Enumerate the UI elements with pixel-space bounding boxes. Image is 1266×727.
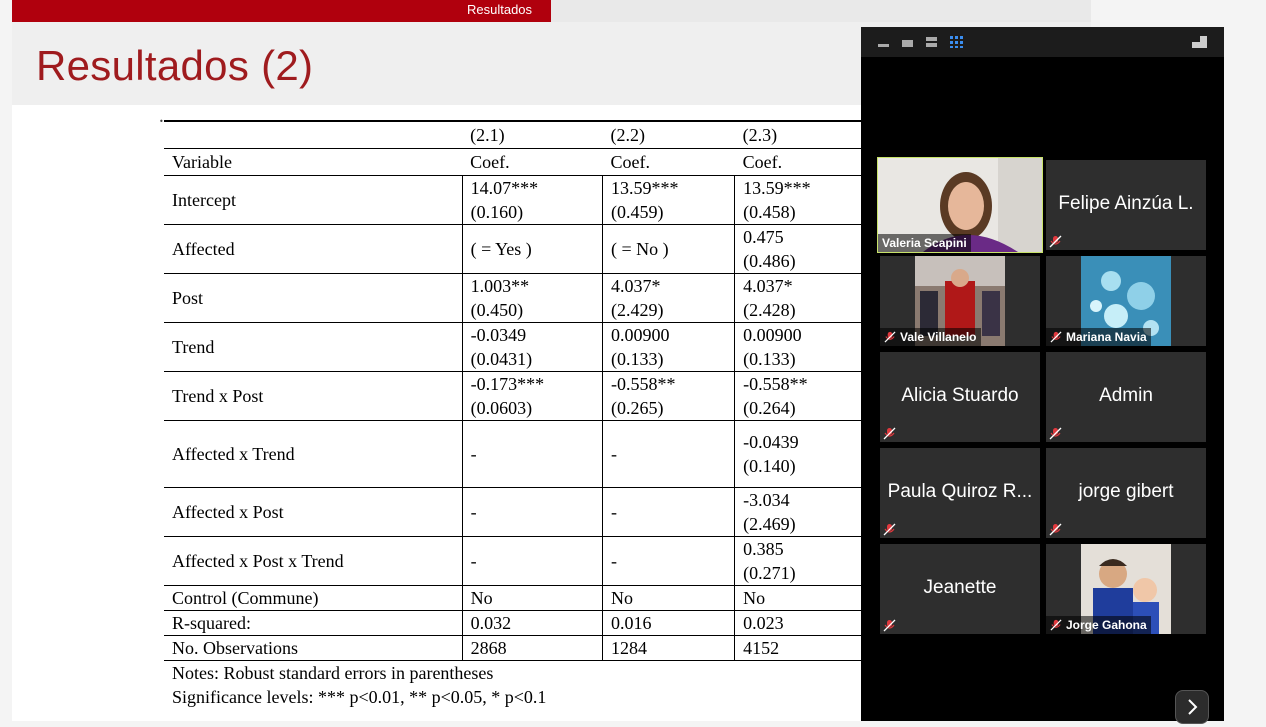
coef-cell: [462, 537, 602, 586]
variable-header: Variable: [164, 149, 462, 176]
cell-value: -0.558**: [610, 374, 676, 394]
cell-value: 13.59***: [743, 178, 811, 198]
participant-name-label: [880, 328, 981, 346]
cell-value: 0.475: [743, 227, 784, 247]
table-row: [164, 421, 874, 488]
table-row: [164, 176, 874, 225]
cell-value: 14.07***: [470, 178, 539, 198]
stat-value: 2868: [462, 636, 602, 661]
cell-value: (0.0431): [470, 349, 533, 369]
cell-value: 0.00900: [610, 325, 670, 345]
regression-table: [164, 120, 874, 709]
coef-cell: [602, 537, 734, 586]
cell-value: (0.486): [743, 251, 796, 271]
muted-mic-icon: [883, 427, 896, 440]
cell-value: -0.0349: [470, 325, 527, 345]
muted-mic-icon: [1050, 619, 1062, 631]
panel-toolbar: [861, 27, 1224, 57]
participant-tile[interactable]: [878, 158, 1042, 252]
table-row: [164, 274, 874, 323]
table-body: [164, 176, 874, 586]
muted-mic-icon: [1049, 235, 1062, 248]
stat-label: R-squared:: [164, 611, 462, 636]
row-label: Trend x Post: [164, 372, 462, 421]
muted-mic-icon: [884, 331, 896, 343]
gallery-view-icon[interactable]: [950, 36, 963, 48]
coef-cell: [735, 537, 874, 586]
cell-value: -: [470, 444, 477, 464]
participant-name: Alicia Stuardo: [901, 385, 1019, 406]
stat-value: 0.023: [735, 611, 874, 636]
coef-cell: [462, 372, 602, 421]
cell-value: (2.469): [743, 514, 796, 534]
cell-value: ( = No ): [610, 239, 669, 259]
stat-label: No. Observations: [164, 636, 462, 661]
speaker-view-icon[interactable]: [926, 36, 938, 48]
participant-name: jorge gibert: [1078, 481, 1174, 502]
coef-cell: [462, 421, 602, 488]
coef-cell: [462, 323, 602, 372]
stat-value: 4152: [735, 636, 874, 661]
col-number-1: (2.1): [462, 121, 602, 149]
participant-tile[interactable]: [1046, 352, 1206, 442]
minimize-icon[interactable]: [878, 36, 890, 48]
participant-name: Felipe Ainzúa L.: [1058, 193, 1194, 214]
coef-cell: [602, 274, 734, 323]
coef-cell: [602, 225, 734, 274]
row-label: Affected x Post x Trend: [164, 537, 462, 586]
cell-value: -: [470, 551, 477, 571]
row-label: Trend: [164, 323, 462, 372]
cell-value: -3.034: [743, 490, 790, 510]
cell-value: (0.459): [610, 202, 664, 222]
participant-tile[interactable]: [1046, 160, 1206, 250]
cell-value: 4.037*: [743, 276, 793, 296]
note-line: Notes: Robust standard errors in parentheses: [172, 663, 494, 683]
table-row: [164, 225, 874, 274]
cell-value: (0.265): [610, 398, 664, 418]
cell-value: (2.428): [743, 300, 796, 320]
stat-row: [164, 611, 874, 636]
cell-value: (0.0603): [470, 398, 533, 418]
muted-mic-icon: [1049, 523, 1062, 536]
cell-value: (0.271): [743, 563, 796, 583]
cell-value: 1.003**: [470, 276, 530, 296]
stat-value: 0.016: [602, 611, 734, 636]
muted-mic-icon: [883, 619, 896, 632]
cell-value: (2.429): [610, 300, 664, 320]
exit-fullscreen-icon[interactable]: [1192, 36, 1207, 48]
meeting-gallery-panel: [861, 27, 1224, 721]
stat-row: [164, 586, 874, 611]
participant-tile[interactable]: [1046, 448, 1206, 538]
table-header-row: [164, 149, 874, 176]
coef-cell: [602, 372, 734, 421]
cell-value: (0.160): [470, 202, 524, 222]
section-tab-label: Resultados: [467, 2, 533, 17]
cell-value: (0.133): [743, 349, 796, 369]
coef-cell: [462, 274, 602, 323]
cell-value: (0.458): [743, 202, 796, 222]
cell-value: 0.385: [743, 539, 784, 559]
cell-value: 4.037*: [610, 276, 661, 296]
table-stats: [164, 586, 874, 661]
table-header-row: [164, 121, 874, 149]
cell-value: (0.140): [743, 456, 796, 476]
coef-cell: [462, 488, 602, 537]
cell-value: -: [610, 502, 617, 522]
table-notes-row: [164, 661, 874, 710]
coef-cell: [602, 421, 734, 488]
cell-value: (0.450): [470, 300, 524, 320]
row-label: Post: [164, 274, 462, 323]
slide-section-bar: [12, 0, 1091, 22]
coef-header: Coef.: [735, 149, 874, 176]
coef-cell: [735, 372, 874, 421]
participant-tile[interactable]: [1046, 256, 1206, 346]
col-number-2: (2.2): [602, 121, 734, 149]
participant-name: Jeanette: [923, 577, 997, 598]
cell-value: ( = Yes ): [470, 239, 532, 259]
participant-tile[interactable]: [880, 352, 1040, 442]
stat-label: Control (Commune): [164, 586, 462, 611]
coef-cell: [602, 176, 734, 225]
coef-header: Coef.: [462, 149, 602, 176]
row-label: Affected: [164, 225, 462, 274]
cell-value: 0.00900: [743, 325, 802, 345]
cell-value: -0.173***: [470, 374, 545, 394]
cell-value: (0.133): [610, 349, 664, 369]
small-view-icon[interactable]: [902, 36, 914, 48]
table-row: [164, 488, 874, 537]
stat-value: 0.032: [462, 611, 602, 636]
participant-tile[interactable]: [1046, 544, 1206, 634]
participant-name: Jorge Gahona: [1066, 618, 1147, 632]
coef-cell: [735, 274, 874, 323]
coef-cell: [735, 488, 874, 537]
table-row: [164, 372, 874, 421]
coef-cell: [602, 323, 734, 372]
stat-value: No: [735, 586, 874, 611]
coef-cell: [462, 225, 602, 274]
participant-name-label: [1046, 616, 1151, 634]
cell-value: -0.0439: [743, 432, 799, 452]
cell-value: -0.558**: [743, 374, 808, 394]
participant-name-label: Valeria Scapini: [878, 234, 971, 252]
stat-value: No: [602, 586, 734, 611]
coef-cell: [462, 176, 602, 225]
tiny-mark: •: [159, 117, 164, 126]
coef-header: Coef.: [602, 149, 734, 176]
participant-name: Paula Quiroz R...: [887, 481, 1033, 502]
next-page-button[interactable]: [1175, 690, 1209, 724]
muted-mic-icon: [1049, 427, 1062, 440]
chevron-right-icon: [1176, 691, 1208, 723]
coef-cell: [735, 176, 874, 225]
col-number-3: (2.3): [735, 121, 874, 149]
cell-value: -: [470, 502, 477, 522]
participant-tile[interactable]: [880, 256, 1040, 346]
stat-value: 1284: [602, 636, 734, 661]
table-row: [164, 323, 874, 372]
cell-value: 13.59***: [610, 178, 679, 198]
muted-mic-icon: [1050, 331, 1062, 343]
participant-tile[interactable]: [880, 448, 1040, 538]
note-line: Significance levels: *** p<0.01, ** p<0.05, * p<0.1: [172, 687, 547, 707]
participant-tile[interactable]: [880, 544, 1040, 634]
coef-cell: [735, 225, 874, 274]
muted-mic-icon: [883, 523, 896, 536]
table-row: [164, 537, 874, 586]
coef-cell: [602, 488, 734, 537]
cell-value: -: [610, 551, 617, 571]
slide-title: Resultados (2): [36, 42, 314, 89]
row-label: Affected x Trend: [164, 421, 462, 488]
stat-row: [164, 636, 874, 661]
participant-name: Vale Villanelo: [900, 330, 977, 344]
participant-name-label: [1046, 328, 1151, 346]
coef-cell: [735, 323, 874, 372]
cell-value: -: [610, 444, 617, 464]
participant-name: Admin: [1099, 385, 1153, 406]
stat-value: No: [462, 586, 602, 611]
row-label: Affected x Post: [164, 488, 462, 537]
row-label: Intercept: [164, 176, 462, 225]
participant-name: Mariana Navia: [1066, 330, 1147, 344]
cell-value: (0.264): [743, 398, 796, 418]
coef-cell: [735, 421, 874, 488]
